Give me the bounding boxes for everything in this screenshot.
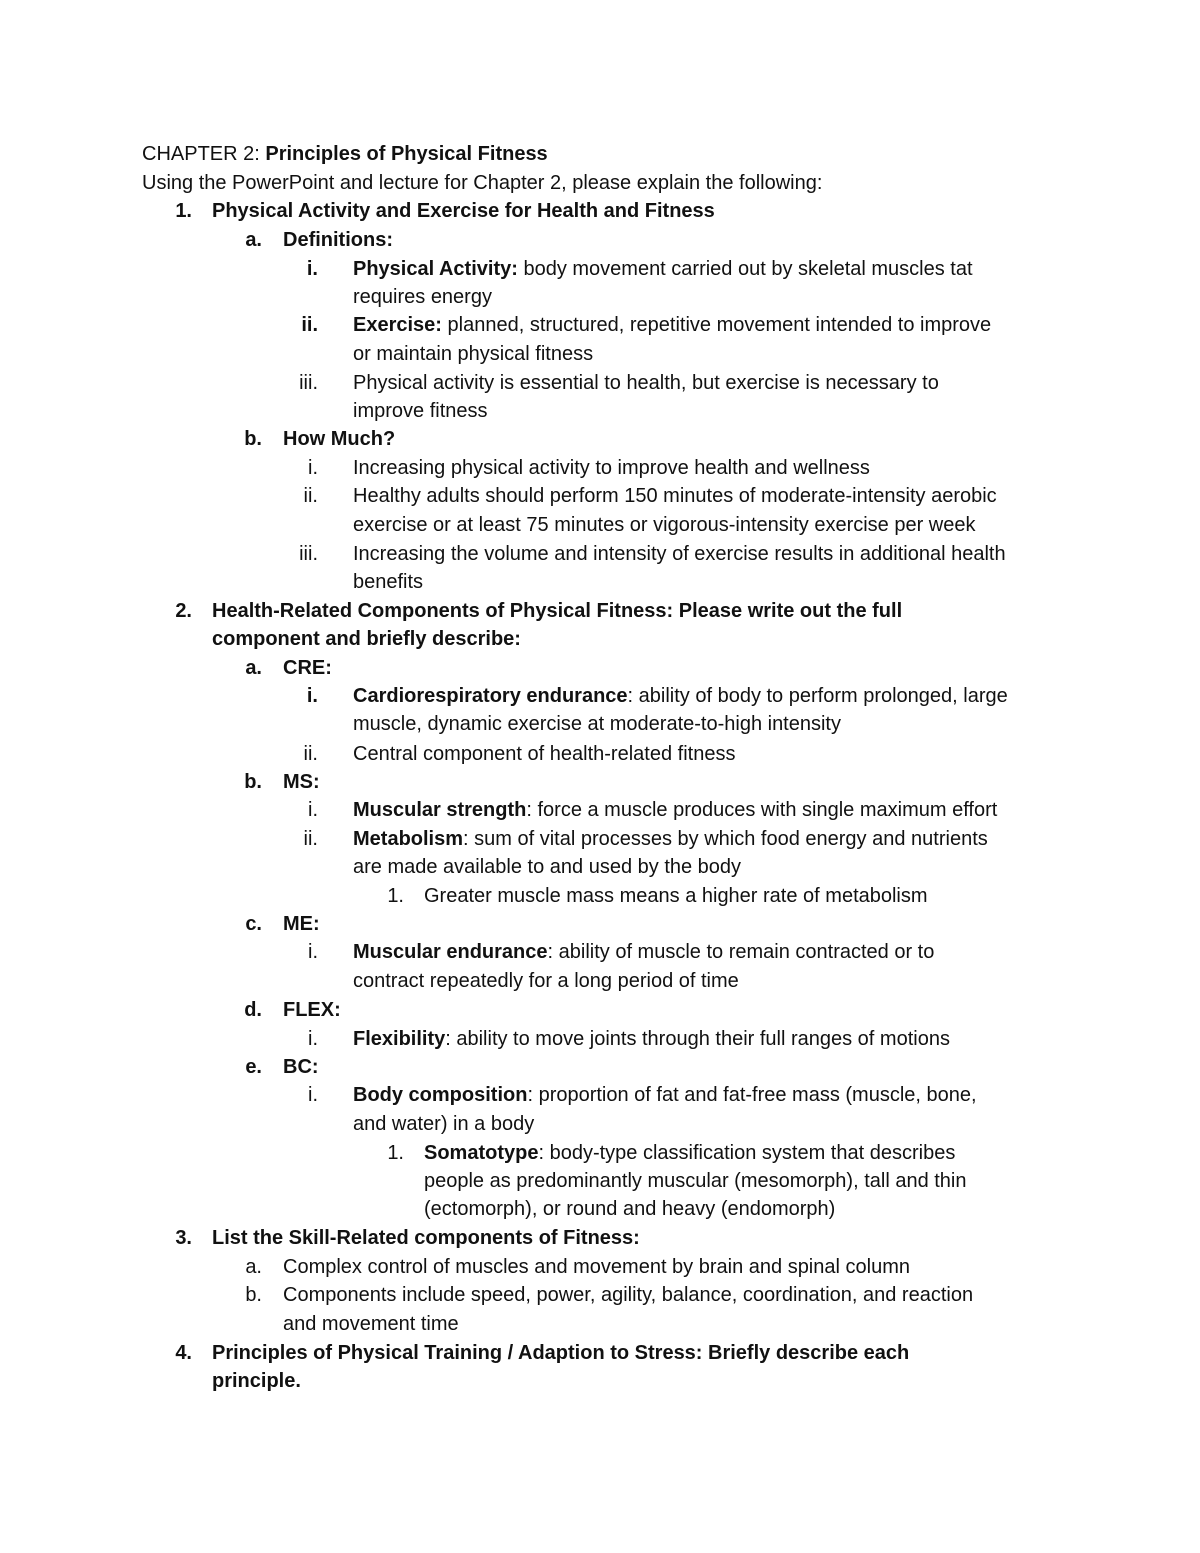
section-4-number: 4. xyxy=(175,1342,192,1364)
s2-d-i-line1 xyxy=(353,1027,950,1051)
s2-c-i-line1 xyxy=(353,940,934,964)
section-2-heading-line1: Health-Related Components of Physical Fitness: Please write out the full xyxy=(212,600,903,622)
document-title xyxy=(142,142,548,166)
definition-text: : ability to move joints through their full ranges of motions xyxy=(445,1028,950,1050)
s3-b-line1: Components include speed, power, agility, balance, coordination, and reaction xyxy=(283,1284,974,1306)
term-cardiorespiratory-endurance: Cardiorespiratory endurance xyxy=(353,685,628,707)
s3-b-line2: and movement time xyxy=(283,1313,459,1335)
s3-a-line1: Complex control of muscles and movement by brain and spinal column xyxy=(283,1256,910,1278)
definition-text: : force a muscle produces with single maximum effort xyxy=(526,799,998,821)
section-3-heading: List the Skill-Related components of Fitness: xyxy=(212,1227,640,1249)
definition-text: : proportion of fat and fat-free mass (muscle, bone, xyxy=(527,1084,977,1106)
s2-d-i-marker: i. xyxy=(308,1028,318,1050)
s2-a-i-line1 xyxy=(353,684,1008,708)
s2-e-i-line1 xyxy=(353,1083,977,1107)
s2-c-i-line2: contract repeatedly for a long period of time xyxy=(353,970,739,992)
term-body-composition: Body composition xyxy=(353,1084,528,1106)
s2-b-i-line1 xyxy=(353,798,997,822)
s2-e-sub1-line2: people as predominantly muscular (mesomorph), tall and thin xyxy=(424,1170,967,1192)
s1-a-ii-marker: ii. xyxy=(301,314,318,336)
s2-c-i-marker: i. xyxy=(308,941,318,963)
s1-a-marker: a. xyxy=(245,229,262,251)
term-flexibility: Flexibility xyxy=(353,1028,446,1050)
s2-d-label: FLEX: xyxy=(283,999,341,1021)
definition-text: body movement carried out by skeletal muscles tat xyxy=(517,258,973,280)
s3-a-marker: a. xyxy=(245,1256,262,1278)
s3-b-marker: b. xyxy=(245,1284,262,1306)
s1-b-i-line1: Increasing physical activity to improve health and wellness xyxy=(353,457,870,479)
term-exercise: Exercise: xyxy=(353,314,442,336)
s1-b-label: How Much? xyxy=(283,428,396,450)
definition-text: : ability of body to perform prolonged, large xyxy=(627,685,1008,707)
title-bold: Principles of Physical Fitness xyxy=(265,143,548,165)
s2-b-sub1-marker: 1. xyxy=(387,885,404,907)
s2-b-ii-marker: ii. xyxy=(303,828,318,850)
s1-b-ii-line2: exercise or at least 75 minutes or vigorous-intensity exercise per week xyxy=(353,514,976,536)
s2-b-marker: b. xyxy=(244,771,262,793)
s2-b-sub1-text: Greater muscle mass means a higher rate of metabolism xyxy=(424,885,928,907)
s1-a-i-line2: requires energy xyxy=(353,286,492,308)
s2-e-label: BC: xyxy=(283,1056,319,1078)
s2-b-ii-line1 xyxy=(353,827,988,851)
s2-c-marker: c. xyxy=(245,913,262,935)
term-muscular-endurance: Muscular endurance xyxy=(353,941,548,963)
s2-b-i-marker: i. xyxy=(308,799,318,821)
s1-b-iii-marker: iii. xyxy=(299,543,318,565)
s1-b-marker: b. xyxy=(244,428,262,450)
s2-a-i-marker: i. xyxy=(306,685,318,707)
s1-a-i-line1 xyxy=(353,257,973,281)
s1-a-iii-line1: Physical activity is essential to health, but exercise is necessary to xyxy=(353,372,939,394)
s2-e-i-marker: i. xyxy=(308,1084,318,1106)
section-1-heading: Physical Activity and Exercise for Health and Fitness xyxy=(212,200,715,222)
s2-e-sub1-line1 xyxy=(424,1141,955,1165)
s1-b-ii-marker: ii. xyxy=(303,485,318,507)
definition-text: : ability of muscle to remain contracted or to xyxy=(547,941,935,963)
term-physical-activity: Physical Activity: xyxy=(353,258,518,280)
term-somatotype: Somatotype xyxy=(424,1142,539,1164)
s2-a-ii-line1: Central component of health-related fitness xyxy=(353,743,736,765)
s2-e-marker: e. xyxy=(245,1056,262,1078)
s2-a-marker: a. xyxy=(245,657,262,679)
s1-a-ii-line2: or maintain physical fitness xyxy=(353,343,594,365)
section-2-number: 2. xyxy=(175,600,192,622)
section-2-heading-line2: component and briefly describe: xyxy=(212,628,521,650)
title-prefix: CHAPTER 2: xyxy=(142,143,266,165)
term-metabolism: Metabolism xyxy=(353,828,464,850)
definition-text: planned, structured, repetitive movement intended to improve xyxy=(441,314,992,336)
s2-e-sub1-line3: (ectomorph), or round and heavy (endomorph) xyxy=(424,1198,836,1220)
s2-e-i-line2: and water) in a body xyxy=(353,1113,535,1135)
term-muscular-strength: Muscular strength xyxy=(353,799,527,821)
s1-a-iii-line2: improve fitness xyxy=(353,400,488,422)
s1-a-iii-marker: iii. xyxy=(299,372,318,394)
section-4-heading-line2: principle. xyxy=(212,1370,301,1392)
s1-b-iii-line2: benefits xyxy=(353,571,424,593)
definition-text: : sum of vital processes by which food energy and nutrients xyxy=(463,828,988,850)
s2-d-marker: d. xyxy=(244,999,262,1021)
s1-b-ii-line1: Healthy adults should perform 150 minutes of moderate-intensity aerobic xyxy=(353,485,997,507)
s2-c-label: ME: xyxy=(283,913,320,935)
section-1-number: 1. xyxy=(175,200,192,222)
s2-a-i-line2: muscle, dynamic exercise at moderate-to-high intensity xyxy=(353,713,841,735)
s2-b-label: MS: xyxy=(283,771,320,793)
s1-a-label: Definitions: xyxy=(283,229,393,251)
s2-b-ii-line2: are made available to and used by the body xyxy=(353,856,742,878)
s2-a-label: CRE: xyxy=(283,657,332,679)
s2-e-sub1-marker: 1. xyxy=(387,1142,404,1164)
intro-text: Using the PowerPoint and lecture for Chapter 2, please explain the following: xyxy=(142,172,823,194)
s1-b-i-marker: i. xyxy=(308,457,318,479)
s1-a-ii-line1 xyxy=(353,313,991,337)
definition-text: : body-type classification system that describes xyxy=(538,1142,956,1164)
section-3-number: 3. xyxy=(175,1227,192,1249)
section-4-heading-line1: Principles of Physical Training / Adaption to Stress: Briefly describe each xyxy=(212,1342,910,1364)
s1-a-i-marker: i. xyxy=(306,258,318,280)
s2-a-ii-marker: ii. xyxy=(303,743,318,765)
s1-b-iii-line1: Increasing the volume and intensity of exercise results in additional health xyxy=(353,543,1006,565)
